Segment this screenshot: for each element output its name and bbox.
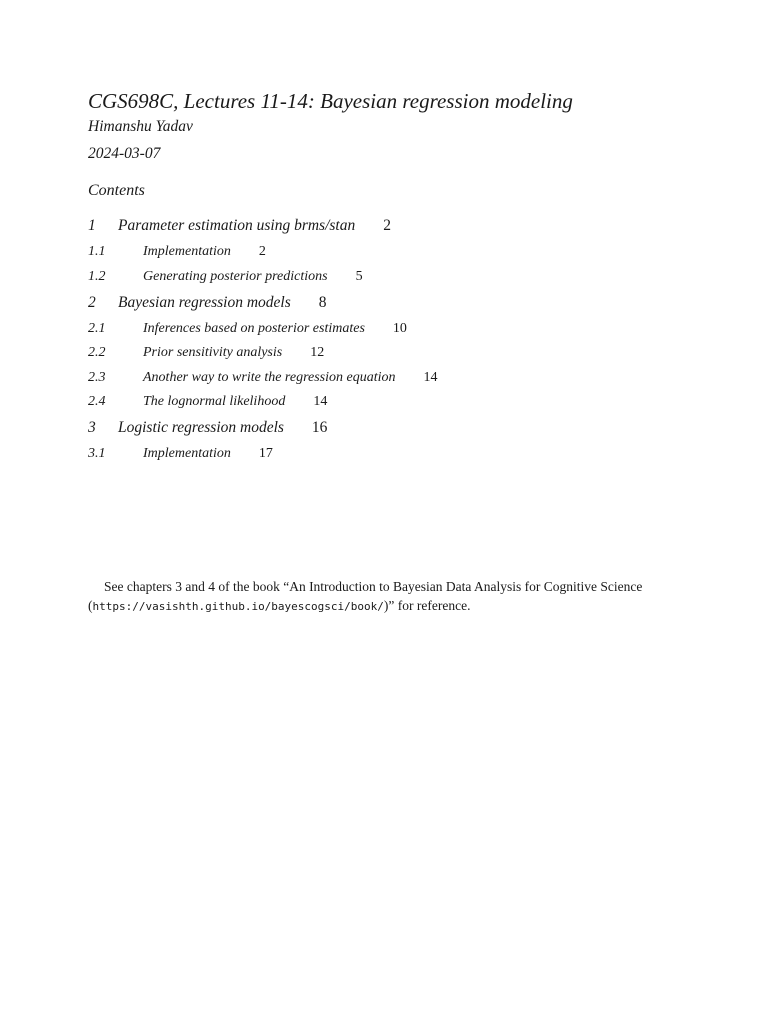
toc-entry-number: 2.3 [88, 370, 106, 385]
toc-entry-page: 14 [423, 370, 438, 385]
toc-entry[interactable] [88, 268, 363, 286]
toc-entry-page: 17 [258, 446, 273, 461]
contents-heading: Contents [88, 182, 145, 199]
book-link[interactable]: https://vasishth.github.io/bayescogsci/book/ [92, 600, 384, 613]
toc-entry-label: Parameter estimation using brms/stan [118, 217, 356, 234]
reference-note [88, 577, 688, 616]
toc-entry-label: The lognormal likelihood [143, 394, 286, 409]
toc-entry-number: 1.2 [88, 269, 106, 284]
toc-entry-page: 12 [310, 345, 325, 360]
toc-entry-label: Implementation [143, 446, 231, 461]
toc-entry-number: 3 [88, 419, 96, 436]
toc-entry[interactable] [88, 445, 273, 463]
toc-entry[interactable] [88, 320, 407, 338]
toc-entry-label: Inferences based on posterior estimates [143, 321, 365, 336]
toc-entry[interactable] [88, 243, 266, 261]
toc-entry-label: Bayesian regression models [118, 294, 291, 311]
toc-entry-label: Logistic regression models [118, 419, 284, 436]
toc-entry-page: 14 [313, 394, 328, 409]
document-date: 2024-03-07 [88, 145, 161, 162]
toc-entry-number: 1 [88, 217, 96, 234]
toc-entry-number: 1.1 [88, 244, 106, 259]
toc-entry-label: Implementation [143, 244, 231, 259]
toc-entry-label: Another way to write the regression equation [143, 370, 396, 385]
note-text-before: See chapters 3 and 4 of the book “An Introduction to Bayesian Data Analysis for Cognitive Science ( [88, 579, 643, 613]
toc-entry[interactable] [88, 369, 438, 387]
toc-entry[interactable] [88, 344, 324, 362]
toc-entry-page: 2 [258, 244, 266, 259]
toc-entry-number: 2.2 [88, 345, 106, 360]
document-title: CGS698C, Lectures 11-14: Bayesian regression modeling [88, 89, 573, 113]
toc-entry-number: 3.1 [88, 446, 106, 461]
document-author: Himanshu Yadav [88, 118, 193, 135]
toc-entry-page: 5 [355, 269, 363, 284]
toc-entry-label: Generating posterior predictions [143, 269, 328, 284]
toc-entry[interactable] [88, 418, 327, 438]
toc-entry-number: 2.1 [88, 321, 106, 336]
toc-entry[interactable] [88, 293, 327, 313]
toc-entry-label: Prior sensitivity analysis [143, 345, 283, 360]
toc-entry-number: 2.4 [88, 394, 106, 409]
note-text-after: )” for reference. [383, 598, 471, 613]
toc-entry-page: 8 [318, 294, 327, 311]
toc-entry-number: 2 [88, 294, 96, 311]
toc-entry[interactable] [88, 393, 327, 411]
toc-entry[interactable] [88, 216, 391, 236]
toc-entry-page: 16 [311, 419, 328, 436]
toc-entry-page: 2 [383, 217, 391, 234]
toc-entry-page: 10 [392, 321, 407, 336]
